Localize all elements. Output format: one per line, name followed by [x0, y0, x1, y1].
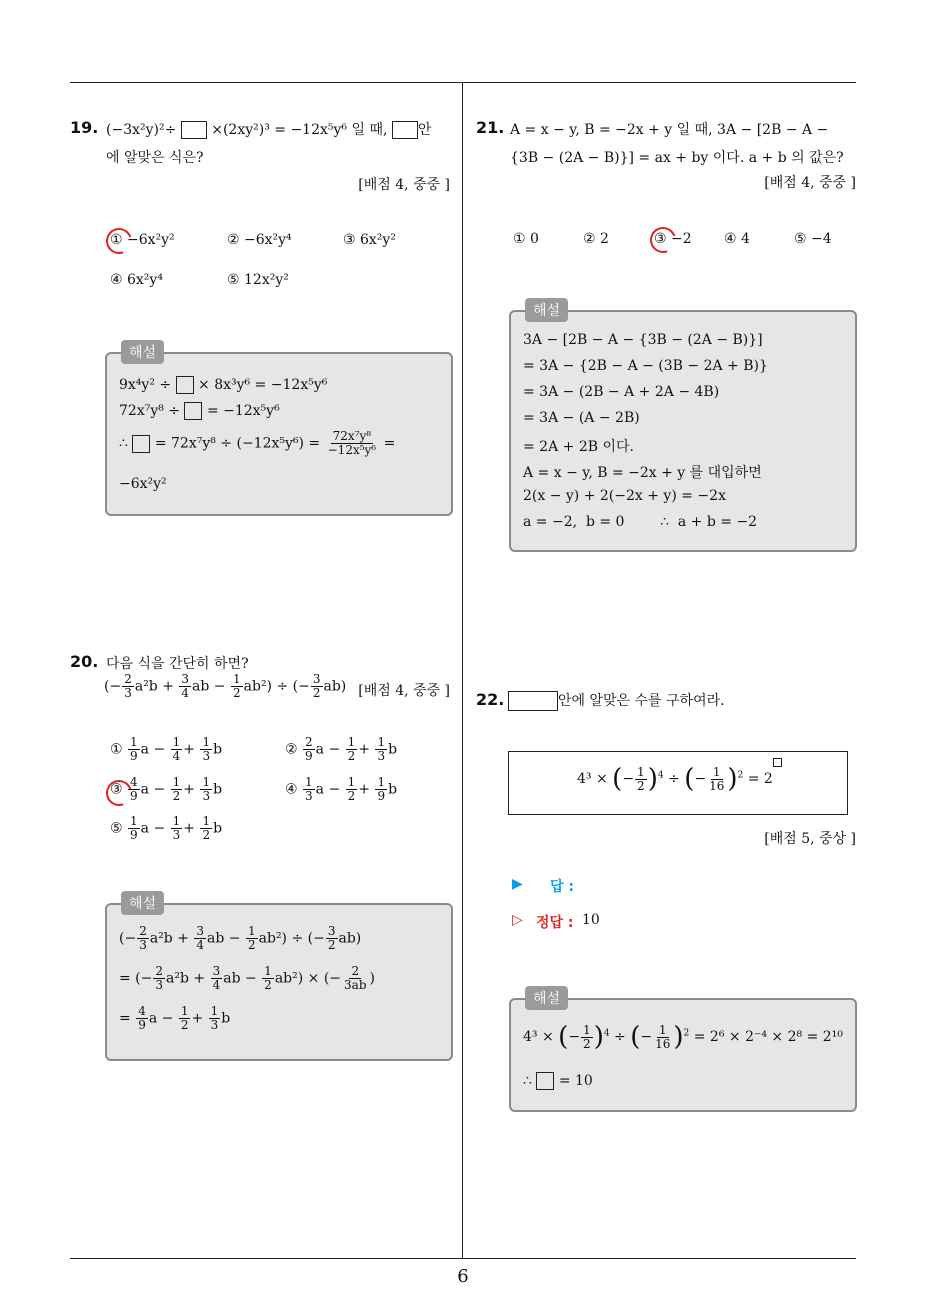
q20-expr-e: ab) [323, 678, 347, 695]
q21-sol-line-3: = 3A − (2B − A + 2A − 4B) [523, 384, 720, 400]
q20-c3-label: ③ [110, 781, 123, 798]
q21-sol-line-4: = 3A − (A − 2B) [523, 410, 640, 426]
q19-choice-4[interactable]: ④ 6x²y⁴ [110, 272, 163, 288]
q20-s1-f1d: 3 [139, 938, 147, 952]
q19-sol2-blank [184, 402, 202, 420]
q22-box-c: = 2 [747, 771, 773, 787]
q20-c4-t2: + [358, 781, 371, 798]
q22-paren-close-1: ) [647, 764, 658, 794]
q22-sol-minus-2: − [640, 1029, 653, 1045]
q20-c2-f1n: 2 [305, 735, 313, 749]
q20-c2-t3: b [388, 741, 398, 758]
q20-s1-f1n: 2 [139, 924, 147, 938]
q20-c3-t2: + [183, 781, 196, 798]
bottom-rule [70, 1258, 856, 1259]
q20-s3-f1n: 4 [138, 1004, 146, 1018]
top-rule [70, 82, 856, 83]
q20-c3-f2n: 1 [172, 775, 181, 789]
q22-sol2-a: ∴ [523, 1073, 532, 1089]
q21-sol-line-5: = 2A + 2B 이다. [523, 439, 634, 455]
q20-frac-2-n: 3 [181, 672, 190, 686]
q20-s3-t0: = [119, 1010, 131, 1027]
q20-frac-4-n: 3 [312, 672, 321, 686]
q20-c4-f3 [375, 776, 387, 803]
q20-choice-4[interactable] [285, 776, 397, 803]
q20-sol-line-3 [119, 1005, 230, 1032]
q22-correct-label: 정답 : [536, 915, 574, 931]
q20-c4-f2d: 2 [347, 789, 356, 803]
q20-frac-3 [231, 673, 243, 700]
q22-blank [508, 691, 558, 711]
q22-exp-blank [773, 758, 782, 767]
q20-s3-f1d: 9 [138, 1018, 146, 1032]
q22-correct-arrow-icon: ▷ [512, 912, 523, 928]
q21-choice-5[interactable]: ⑤ −4 [794, 231, 832, 247]
q21-choice-4[interactable]: ④ 4 [724, 231, 750, 247]
q20-c3-f3n: 1 [202, 775, 211, 789]
q21-choice-2[interactable]: ② 2 [583, 231, 609, 247]
q20-s2-f1 [153, 965, 165, 992]
q20-c1-t1: a − [140, 741, 166, 758]
q22-exp-2: 2 [737, 770, 744, 781]
q20-sol-line-2 [119, 965, 375, 992]
q19-stem-c: 안 [417, 122, 432, 138]
q19-sol3-b: = 72x⁷y⁸ ÷ (−12x⁵y⁶) = [154, 435, 321, 452]
q20-s2-f1d: 3 [155, 978, 164, 992]
q21-stem-line1: A = x − y, B = −2x + y 일 때, 3A − [2B − A − [510, 122, 829, 138]
q20-c1-f3n: 1 [202, 735, 211, 749]
q20-c5-f2 [171, 815, 183, 842]
q22-sol-paren-close-2: ) [673, 1022, 684, 1052]
q21-sol-line-1: 3A − [2B − A − {3B − (2A − B)}] [523, 332, 763, 348]
q20-s3-f3n: 1 [210, 1004, 219, 1018]
q21-number: 21. [476, 118, 505, 137]
q20-c3-t3: b [213, 781, 223, 798]
q20-c5-f1n: 1 [130, 814, 138, 828]
q20-choice-5[interactable] [110, 815, 222, 842]
q20-s1-t0: (− [119, 930, 137, 947]
q20-s1-f4n: 3 [327, 924, 336, 938]
q20-c3-f3 [200, 776, 212, 803]
q19-choice-1[interactable]: ① −6x²y² [110, 232, 175, 248]
q22-solution-tag: 해설 [525, 986, 568, 1010]
q20-s2-f3d: 2 [264, 978, 272, 992]
q20-expr-a: (− [104, 678, 122, 695]
q20-c4-f1n: 1 [305, 775, 313, 789]
q20-c2-f3n: 1 [377, 735, 386, 749]
q19-stem-a: (−3x²y)²÷ [106, 122, 177, 138]
q20-c5-f1 [128, 815, 140, 842]
q20-solution-box [105, 896, 453, 1061]
q22-sol-f2d: 16 [655, 1036, 671, 1051]
q19-sol3-den: −12x⁵y⁶ [327, 443, 377, 457]
q20-frac-4-d: 2 [312, 686, 321, 700]
q19-sol3-fraction [326, 430, 379, 457]
q19-sol3-blank [132, 435, 150, 453]
q20-c5-f2d: 3 [172, 828, 181, 842]
q20-s3-f2 [179, 1005, 191, 1032]
q19-choice-5[interactable]: ⑤ 12x²y² [227, 272, 289, 288]
q21-stem [510, 116, 860, 172]
q20-s1-f2d: 4 [196, 938, 205, 952]
q20-c4-f1d: 3 [305, 789, 313, 803]
q20-c2-label: ② [285, 741, 298, 758]
q20-choice-2[interactable] [285, 736, 397, 763]
q20-s3-f2d: 2 [180, 1018, 189, 1032]
q22-sol-line-1 [523, 1022, 843, 1052]
q22-box-f2d: 16 [709, 778, 725, 793]
q20-s3-t1: a − [148, 1010, 174, 1027]
q20-c3-f1d: 9 [130, 789, 138, 803]
q20-frac-3-d: 2 [233, 686, 241, 700]
q20-score: [배점 4, 중중 ] [358, 683, 450, 699]
q20-stem: 다음 식을 간단히 하면? [106, 656, 249, 672]
q20-s2-t3: ab²) × (− [274, 970, 342, 987]
q20-c5-t1: a − [140, 820, 166, 837]
q20-frac-2-d: 4 [181, 686, 190, 700]
q20-c1-t2: + [183, 741, 196, 758]
page-number: 6 [457, 1266, 469, 1287]
q20-number: 20. [70, 652, 99, 671]
q22-sol1-c: = 2⁶ × 2⁻⁴ × 2⁸ = 2¹⁰ [693, 1029, 843, 1045]
q22-answer-arrow-icon: ▶ [512, 876, 523, 892]
q20-s1-f2n: 3 [196, 924, 205, 938]
q22-sol2-b: = 10 [558, 1073, 593, 1089]
q22-sol-f2n: 1 [658, 1022, 667, 1037]
q20-c3-f2 [171, 776, 183, 803]
q20-s2-f4d: 3ab [344, 978, 367, 992]
q22-sol-f1n: 1 [583, 1022, 591, 1037]
q22-box-f1n: 1 [637, 764, 645, 779]
q20-c2-t2: + [358, 741, 371, 758]
q22-box-f2n: 1 [712, 764, 721, 779]
q20-c2-f2n: 1 [347, 735, 356, 749]
q19-sol-line-4: −6x²y² [119, 476, 167, 492]
q20-s1-f3 [246, 925, 258, 952]
q20-s2-f3n: 1 [264, 964, 272, 978]
q19-stem-line2: 에 알맞은 식은? [106, 150, 204, 166]
q22-sol-exp-2: 2 [683, 1028, 690, 1039]
q20-frac-1 [122, 673, 134, 700]
q20-frac-3-n: 1 [233, 672, 241, 686]
q20-c1-f3 [200, 736, 212, 763]
q22-paren-close-2: ) [727, 764, 738, 794]
q20-c4-label: ④ [285, 781, 298, 798]
q22-box-frac-2 [707, 766, 726, 793]
q19-sol-line-3 [119, 430, 395, 457]
q20-choice-3[interactable] [110, 776, 222, 803]
q19-blank-1 [181, 121, 207, 139]
q19-sol3-num: 72x⁷y⁸ [332, 429, 372, 443]
q19-sol3-a: ∴ [119, 435, 128, 452]
q20-c1-t3: b [213, 741, 223, 758]
q20-s1-f2 [194, 925, 206, 952]
q19-sol-line-2 [119, 402, 280, 420]
q20-c5-f1d: 9 [130, 828, 138, 842]
q22-paren-open-2: ( [684, 764, 695, 794]
q22-answer-label: 답 : [550, 879, 574, 895]
q22-score: [배점 5, 중상 ] [764, 831, 856, 847]
q20-s3-f2n: 1 [180, 1004, 189, 1018]
q20-s2-f2d: 4 [212, 978, 221, 992]
q20-c1-f1d: 9 [130, 749, 138, 763]
q20-s2-t2: ab − [223, 970, 257, 987]
q22-exp-1: 4 [657, 770, 664, 781]
q20-s1-f3n: 1 [248, 924, 256, 938]
q20-s2-t1: a²b + [166, 970, 206, 987]
q21-solution-tag: 해설 [525, 298, 568, 322]
q20-s2-t0: = (− [119, 970, 153, 987]
q22-sol-minus-1: − [568, 1029, 581, 1045]
q20-choice-1[interactable] [110, 736, 222, 763]
q20-c1-f2 [171, 736, 183, 763]
q19-stem-b: ×(2xy²)³ = −12x⁵y⁶ 일 때, [211, 122, 388, 138]
q20-c4-t3: b [388, 781, 398, 798]
q20-s2-f2 [211, 965, 223, 992]
q19-choice-2[interactable]: ② −6x²y⁴ [227, 232, 292, 248]
q20-s3-t3: b [221, 1010, 231, 1027]
q20-s2-f4n: 2 [351, 964, 360, 978]
q22-box-frac-1 [635, 766, 647, 793]
q20-s2-f4 [342, 965, 368, 992]
q19-blank-2 [392, 121, 418, 139]
q20-c4-f1 [303, 776, 315, 803]
q22-solution-box [509, 991, 857, 1112]
q20-s1-t2: ab − [207, 930, 241, 947]
q20-s3-t2: + [191, 1010, 204, 1027]
q20-c2-f3d: 3 [377, 749, 386, 763]
q19-choice-3[interactable]: ③ 6x²y² [343, 232, 396, 248]
q19-sol1-a: 9x⁴y² ÷ [119, 377, 172, 393]
column-divider [462, 83, 463, 1258]
q20-s1-f4 [326, 925, 338, 952]
q20-c4-f3d: 9 [377, 789, 386, 803]
q20-c2-f3 [375, 736, 387, 763]
q19-sol2-a: 72x⁷y⁸ ÷ [119, 403, 181, 419]
q20-sol-line-1 [119, 925, 361, 952]
q20-c2-f2d: 2 [347, 749, 356, 763]
q22-sol-f1d: 2 [583, 1036, 591, 1051]
q22-box-b: ÷ [668, 771, 680, 787]
q22-sol-paren-open-1: ( [558, 1022, 569, 1052]
q20-c4-f2 [346, 776, 358, 803]
q20-c3-f1 [128, 776, 140, 803]
q22-problem-box [508, 751, 848, 815]
q20-s1-t3: ab²) ÷ (− [258, 930, 325, 947]
q20-c1-f2d: 4 [172, 749, 181, 763]
q22-paren-open-1: ( [612, 764, 623, 794]
q20-c5-t2: + [183, 820, 196, 837]
q20-s2-t4: ) [369, 970, 375, 987]
q21-choice-1[interactable]: ① 0 [513, 231, 539, 247]
q20-c3-f1n: 4 [130, 775, 138, 789]
q20-s1-t4: ab) [338, 930, 362, 947]
q20-c5-f2n: 1 [172, 814, 181, 828]
q21-score: [배점 4, 중중 ] [764, 175, 856, 191]
q20-s3-f3 [209, 1005, 221, 1032]
q19-sol3-c: = [383, 435, 396, 452]
q20-c5-t3: b [213, 820, 223, 837]
q19-solution-box [105, 345, 453, 516]
q22-sol1-a: 4³ × [523, 1029, 554, 1045]
q20-c3-f2d: 2 [172, 789, 181, 803]
q20-expr-b: a²b + [134, 678, 174, 695]
q22-box-a: 4³ × [577, 771, 608, 787]
q22-sol-paren-close-1: ) [593, 1022, 604, 1052]
q20-c2-f1d: 9 [305, 749, 313, 763]
q20-s1-f1 [137, 925, 149, 952]
q21-sol-line-2: = 3A − {2B − A − (3B − 2A + B)} [523, 358, 768, 374]
q21-solution-box [509, 303, 857, 552]
q22-number: 22. [476, 690, 505, 709]
q22-sol1-b: ÷ [614, 1029, 626, 1045]
q20-s1-f4d: 2 [327, 938, 336, 952]
q20-solution-tag: 해설 [121, 891, 164, 915]
q20-s1-t1: a²b + [149, 930, 189, 947]
q20-c5-f3 [200, 815, 212, 842]
q21-choice-3[interactable]: ③ −2 [654, 231, 692, 247]
q22-sol-paren-open-2: ( [630, 1022, 641, 1052]
q19-solution-tag: 해설 [121, 340, 164, 364]
q20-c4-f3n: 1 [377, 775, 386, 789]
q22-sol-exp-1: 4 [603, 1028, 610, 1039]
q20-c5-f3d: 2 [202, 828, 211, 842]
q22-box-f1d: 2 [637, 778, 645, 793]
q22-sol2-blank [536, 1072, 554, 1090]
q22-stem [508, 687, 725, 715]
q20-c2-t1: a − [315, 741, 341, 758]
q22-minus-2: − [694, 771, 707, 787]
q19-sol2-b: = −12x⁵y⁶ [206, 403, 280, 419]
q20-expr-d: ab²) ÷ (− [243, 678, 310, 695]
q22-minus-1: − [622, 771, 635, 787]
q20-c1-f3d: 3 [202, 749, 211, 763]
q19-number: 19. [70, 118, 99, 137]
q20-frac-2 [179, 673, 191, 700]
q21-sol-line-6: A = x − y, B = −2x + y 를 대입하면 [523, 465, 762, 481]
q20-c2-f2 [346, 736, 358, 763]
q20-s2-f2n: 3 [212, 964, 221, 978]
q19-sol1-b: × 8x³y⁶ = −12x⁵y⁶ [198, 377, 328, 393]
q20-c1-f1 [128, 736, 140, 763]
q19-stem [106, 116, 456, 172]
q19-sol-line-1 [119, 376, 327, 394]
q20-s3-f3d: 3 [210, 1018, 219, 1032]
q20-c1-f1n: 1 [130, 735, 138, 749]
q20-c4-t1: a − [315, 781, 341, 798]
q20-c5-label: ⑤ [110, 820, 123, 837]
q20-frac-1-n: 2 [124, 672, 132, 686]
q20-s1-f3d: 2 [248, 938, 256, 952]
q19-score: [배점 4, 중중 ] [358, 177, 450, 193]
q20-c1-label: ① [110, 741, 123, 758]
q21-stem-line2: {3B − (2A − B)}] = ax + by 이다. a + b 의 값은? [510, 150, 844, 166]
q20-s3-f1 [136, 1005, 148, 1032]
q22-problem-expr [577, 764, 782, 794]
q21-sol-line-7: 2(x − y) + 2(−2x + y) = −2x [523, 488, 726, 504]
q20-c3-t1: a − [140, 781, 166, 798]
q21-sol-line-8: a = −2, b = 0 ∴ a + b = −2 [523, 514, 758, 530]
q19-sol1-blank [176, 376, 194, 394]
q22-stem-text: 안에 알맞은 수를 구하여라. [558, 693, 725, 709]
q22-correct-value: 10 [582, 912, 600, 928]
q22-sol-line-2 [523, 1072, 593, 1090]
q20-s2-f1n: 2 [155, 964, 164, 978]
q20-c4-f2n: 1 [347, 775, 356, 789]
q20-c2-f1 [303, 736, 315, 763]
q20-c1-f2n: 1 [172, 735, 181, 749]
q20-c5-f3n: 1 [202, 814, 211, 828]
q20-expr-c: ab − [192, 678, 226, 695]
q22-sol-frac-2 [653, 1024, 672, 1051]
q20-frac-1-d: 3 [124, 686, 132, 700]
q22-sol-frac-1 [581, 1024, 593, 1051]
q20-c3-f3d: 3 [202, 789, 211, 803]
q20-s2-f3 [262, 965, 274, 992]
